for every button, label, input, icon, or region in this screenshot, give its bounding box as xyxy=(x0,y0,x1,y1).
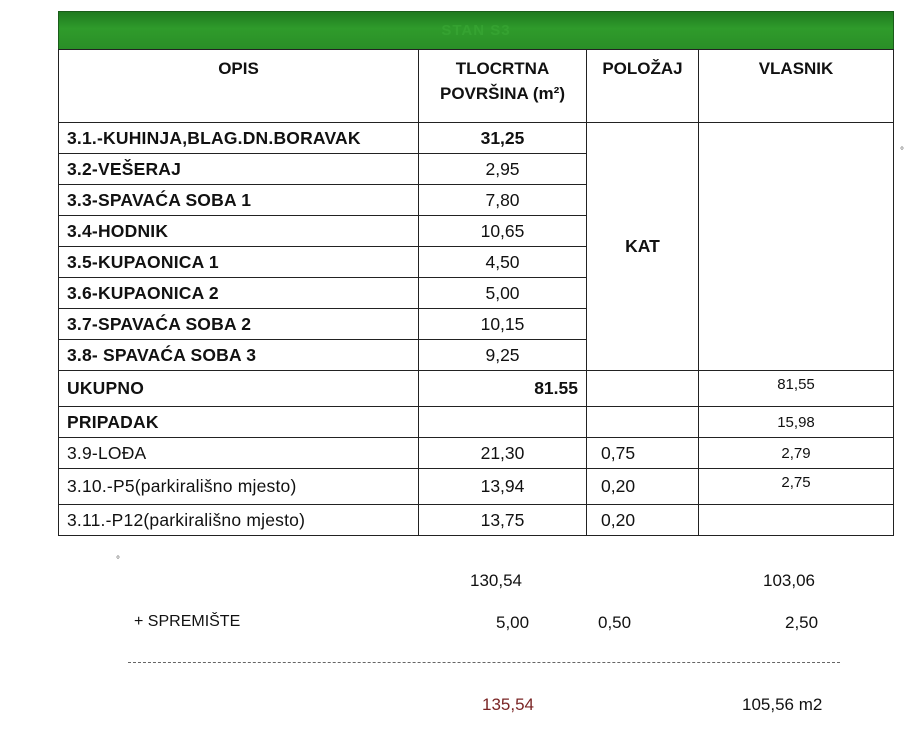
room-name: 3.6-KUPAONICA 2 xyxy=(59,278,419,309)
position-kat: KAT xyxy=(587,123,699,371)
appurtenance-position: 0,20 xyxy=(587,469,699,505)
ukupno-owner: 81,55 xyxy=(699,371,894,407)
table-row xyxy=(59,505,894,536)
room-name: 3.7-SPAVAĆA SOBA 2 xyxy=(59,309,419,340)
room-name: 3.8- SPAVAĆA SOBA 3 xyxy=(59,340,419,371)
room-name: 3.5-KUPAONICA 1 xyxy=(59,247,419,278)
ukupno-label: UKUPNO xyxy=(59,371,419,407)
room-name: 3.3-SPAVAĆA SOBA 1 xyxy=(59,185,419,216)
table-header-row xyxy=(59,50,894,123)
header-tlocrtna-line2: POVRŠINA (m²) xyxy=(440,84,565,103)
table-row xyxy=(59,438,894,469)
header-tlocrtna-line1: TLOCRTNA xyxy=(455,59,550,78)
room-area: 10,65 xyxy=(419,216,587,247)
header-banner xyxy=(58,11,894,50)
appurtenance-area: 13,75 xyxy=(419,505,587,536)
ukupno-row xyxy=(59,371,894,407)
appurtenance-name: 3.9-LOĐA xyxy=(59,438,419,469)
room-area: 10,15 xyxy=(419,309,587,340)
pripadak-label: PRIPADAK xyxy=(59,407,419,438)
spremiste-area: 5,00 xyxy=(496,613,530,632)
pripadak-area xyxy=(419,407,587,438)
appurtenance-owner xyxy=(699,505,894,536)
room-area: 2,95 xyxy=(419,154,587,185)
spremiste-label: + SPREMIŠTE xyxy=(134,613,241,630)
room-area: 7,80 xyxy=(419,185,587,216)
appurtenance-area: 13,94 xyxy=(419,469,587,505)
subtotal-area: 130,54 xyxy=(470,571,522,590)
owner-rooms-cell xyxy=(699,123,894,371)
header-vlasnik: VLASNIK xyxy=(699,50,894,123)
ukupno-position xyxy=(587,371,699,407)
room-area: 5,00 xyxy=(419,278,587,309)
appurtenance-name: 3.11.-P12(parkirališno mjesto) xyxy=(59,505,419,536)
room-name: 3.1.-KUHINJA,BLAG.DN.BORAVAK xyxy=(59,123,419,154)
appurtenance-owner: 2,75 xyxy=(699,469,894,505)
subtotal-owner: 103,06 xyxy=(763,571,815,590)
banner-title: STAN S3 xyxy=(441,22,511,39)
apartment-area-table xyxy=(58,49,894,536)
room-area: 9,25 xyxy=(419,340,587,371)
scan-speck: ° xyxy=(116,555,120,566)
spremiste-owner: 2,50 xyxy=(785,613,819,632)
pripadak-owner: 15,98 xyxy=(699,407,894,438)
appurtenance-owner: 2,79 xyxy=(699,438,894,469)
pripadak-row xyxy=(59,407,894,438)
grand-total-owner: 105,56 m2 xyxy=(742,695,823,714)
pripadak-position xyxy=(587,407,699,438)
scan-speck: ° xyxy=(900,146,904,157)
room-name: 3.4-HODNIK xyxy=(59,216,419,247)
appurtenance-name: 3.10.-P5(parkirališno mjesto) xyxy=(59,469,419,505)
header-opis: OPIS xyxy=(59,50,419,123)
table-row xyxy=(59,123,894,154)
table-row xyxy=(59,469,894,505)
appurtenance-position: 0,20 xyxy=(587,505,699,536)
separator-line xyxy=(128,662,840,663)
appurtenance-position: 0,75 xyxy=(587,438,699,469)
spremiste-position: 0,50 xyxy=(598,613,632,632)
appurtenance-area: 21,30 xyxy=(419,438,587,469)
grand-total-area: 135,54 xyxy=(482,695,534,714)
header-polozaj: POLOŽAJ xyxy=(587,50,699,123)
room-area: 4,50 xyxy=(419,247,587,278)
room-name: 3.2-VEŠERAJ xyxy=(59,154,419,185)
room-area: 31,25 xyxy=(419,123,587,154)
header-tlocrtna-povrsina xyxy=(419,50,587,123)
ukupno-area: 81.55 xyxy=(419,371,587,407)
